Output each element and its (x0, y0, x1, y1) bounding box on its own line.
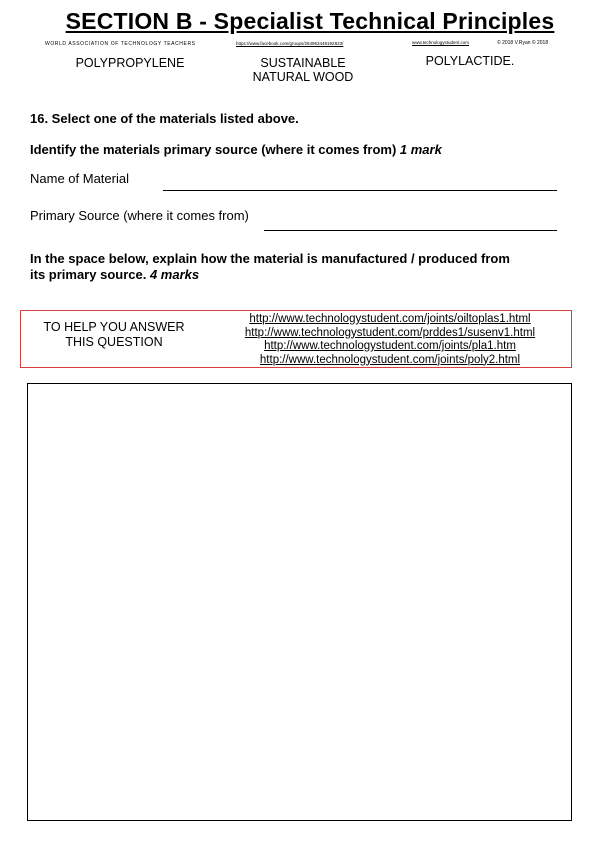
material-natural-wood: SUSTAINABLE NATURAL WOOD (252, 56, 354, 84)
help-links (220, 313, 560, 367)
question-number: 16. Select one of the materials listed above. (30, 111, 299, 126)
explain-line-1: In the space below, explain how the material is manufactured / produced from (30, 251, 510, 266)
help-link-susenv[interactable]: http://www.technologystudent.com/prddes1/susenv1.html (244, 326, 536, 339)
identify-text: Identify the materials primary source (where it comes from) (30, 142, 397, 157)
name-of-material-label: Name of Material (30, 171, 129, 186)
help-label-line-1: TO HELP YOU ANSWER (43, 320, 185, 334)
help-link-poly[interactable]: http://www.technologystudent.com/joints/poly2.html (259, 353, 521, 366)
association-label: WORLD ASSOCIATION OF TECHNOLOGY TEACHERS (45, 41, 196, 47)
primary-source-label: Primary Source (where it comes from) (30, 208, 249, 223)
material-polypropylene: POLYPROPYLENE (75, 56, 185, 70)
help-link-pla[interactable]: http://www.technologystudent.com/joints/pla1.htm (264, 340, 516, 352)
identify-instruction (30, 142, 442, 157)
name-answer-line[interactable] (163, 190, 557, 191)
page-title: SECTION B - Specialist Technical Principles (65, 8, 555, 34)
help-label-line-2: THIS QUESTION (65, 335, 163, 349)
source-answer-line[interactable] (264, 230, 557, 231)
facebook-link[interactable]: https://www.facebook.com/groups/254963448192823/ (236, 41, 344, 46)
answer-box[interactable] (27, 383, 572, 821)
copyright-text: © 2018 V.Ryan © 2018 (497, 40, 549, 46)
explain-line-2 (30, 267, 199, 282)
explain-text-2: its primary source. (30, 267, 147, 282)
help-label (30, 320, 198, 350)
identify-marks: 1 mark (399, 142, 442, 157)
material-polylactide: POLYLACTIDE. (425, 54, 515, 68)
site-link[interactable]: www.technologystudent.com (412, 40, 470, 45)
explain-marks: 4 marks (149, 267, 200, 282)
help-link-oiltoplas[interactable]: http://www.technologystudent.com/joints/oiltoplas1.html (249, 313, 531, 325)
